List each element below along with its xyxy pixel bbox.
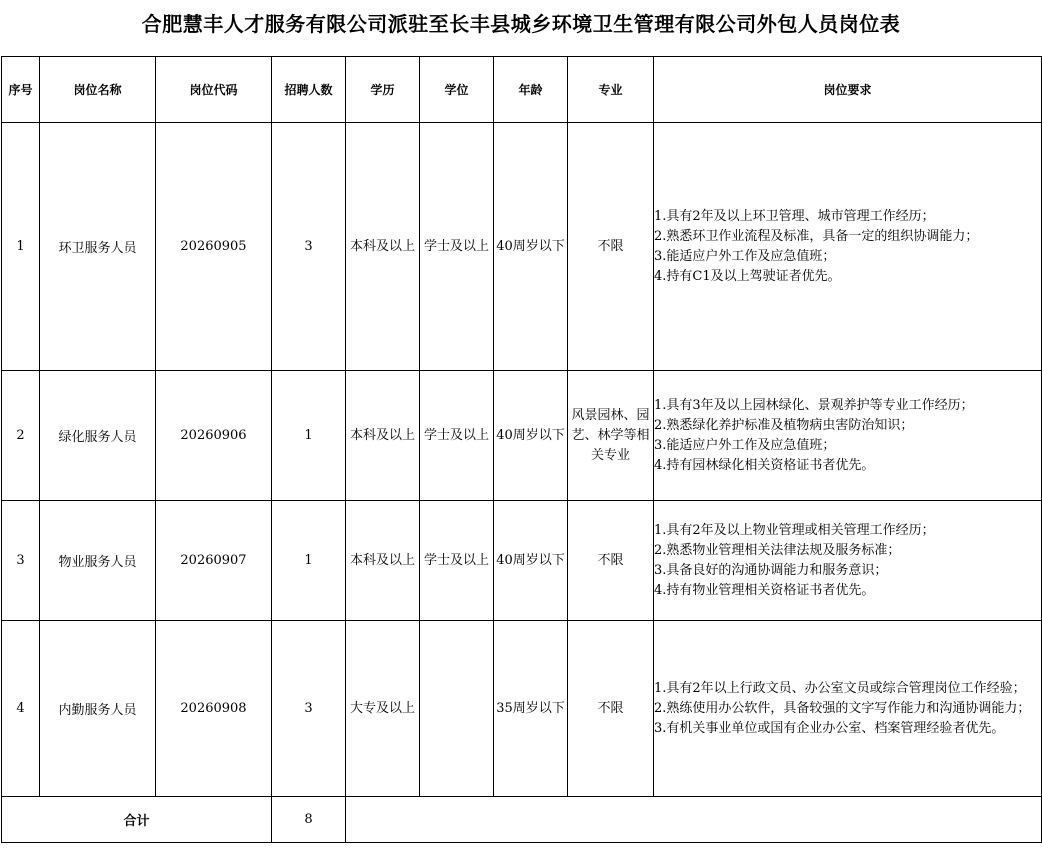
- position-code: 20260905: [156, 123, 272, 371]
- requirements: [654, 123, 1042, 371]
- table-row: [2, 621, 1042, 797]
- table-row: [2, 501, 1042, 621]
- positions-table: [1, 56, 1042, 843]
- requirements: [654, 501, 1042, 621]
- requirement-item: 3.有机关事业单位或国有企业办公室、档案管理经验者优先。: [654, 720, 1005, 736]
- requirement-item: 2.熟悉绿化养护标准及植物病虫害防治知识；: [654, 417, 914, 433]
- education: 本科及以上: [346, 371, 420, 501]
- requirement-item: 1.具有2年以上行政文员、办公室文员或综合管理岗位工作经验；: [654, 680, 1026, 696]
- row-index: 4: [2, 621, 40, 797]
- row-index: 1: [2, 123, 40, 371]
- education: 本科及以上: [346, 123, 420, 371]
- degree: 学士及以上: [420, 501, 494, 621]
- requirement-item: 2.熟悉环卫作业流程及标准，具备一定的组织协调能力；: [654, 228, 979, 244]
- requirement-list: [654, 521, 1041, 601]
- row-index: 2: [2, 371, 40, 501]
- total-row: [2, 797, 1042, 843]
- row-index: 3: [2, 501, 40, 621]
- header-requirements: 岗位要求: [654, 57, 1042, 123]
- table-row: [2, 371, 1042, 501]
- position-code: 20260907: [156, 501, 272, 621]
- position-code: 20260908: [156, 621, 272, 797]
- requirement-item: 1.具有2年及以上物业管理或相关管理工作经历；: [654, 522, 935, 538]
- header-age: 年龄: [494, 57, 568, 123]
- requirement-item: 3.能适应户外工作及应急值班；: [654, 437, 836, 453]
- total-label: 合计: [2, 797, 272, 843]
- age: 40周岁以下: [494, 501, 568, 621]
- headcount: 3: [272, 123, 346, 371]
- table-header-row: [2, 57, 1042, 123]
- requirement-item: 4.持有C1及以上驾驶证者优先。: [654, 268, 841, 284]
- age: 35周岁以下: [494, 621, 568, 797]
- requirement-item: 4.持有园林绿化相关资格证书者优先。: [654, 457, 875, 473]
- headcount: 1: [272, 501, 346, 621]
- position-name: 内勤服务人员: [40, 621, 156, 797]
- education: 大专及以上: [346, 621, 420, 797]
- degree: 学士及以上: [420, 371, 494, 501]
- requirement-item: 2.熟悉物业管理相关法律法规及服务标准；: [654, 542, 901, 558]
- header-degree: 学位: [420, 57, 494, 123]
- major: 风景园林、园艺、林学等相关专业: [568, 371, 654, 501]
- requirements: [654, 371, 1042, 501]
- header-headcount: 招聘人数: [272, 57, 346, 123]
- age: 40周岁以下: [494, 123, 568, 371]
- headcount: 3: [272, 621, 346, 797]
- requirement-list: [654, 679, 1041, 739]
- requirement-item: 3.能适应户外工作及应急值班；: [654, 248, 836, 264]
- requirement-item: 4.持有物业管理相关资格证书者优先。: [654, 582, 875, 598]
- header-index: 序号: [2, 57, 40, 123]
- education: 本科及以上: [346, 501, 420, 621]
- requirement-item: 2.熟练使用办公软件，具备较强的文字写作能力和沟通协调能力；: [654, 700, 1031, 716]
- requirement-item: 1.具有3年及以上园林绿化、景观养护等专业工作经历；: [654, 397, 974, 413]
- total-headcount: 8: [272, 797, 346, 843]
- header-major: 专业: [568, 57, 654, 123]
- position-name: 物业服务人员: [40, 501, 156, 621]
- requirement-item: 3.具备良好的沟通协调能力和服务意识；: [654, 562, 888, 578]
- page-title: 合肥慧丰人才服务有限公司派驻至长丰县城乡环境卫生管理有限公司外包人员岗位表: [141, 12, 901, 36]
- headcount: 1: [272, 371, 346, 501]
- major: 不限: [568, 621, 654, 797]
- requirements: [654, 621, 1042, 797]
- requirement-item: 1.具有2年及以上环卫管理、城市管理工作经历；: [654, 208, 935, 224]
- degree: 学士及以上: [420, 123, 494, 371]
- age: 40周岁以下: [494, 371, 568, 501]
- degree: [420, 621, 494, 797]
- header-education: 学历: [346, 57, 420, 123]
- position-code: 20260906: [156, 371, 272, 501]
- position-name: 环卫服务人员: [40, 123, 156, 371]
- table-row: [2, 123, 1042, 371]
- requirement-list: [654, 396, 1041, 476]
- requirement-list: [654, 207, 1041, 287]
- total-blank: [346, 797, 1042, 843]
- header-position-code: 岗位代码: [156, 57, 272, 123]
- major: 不限: [568, 501, 654, 621]
- header-position-name: 岗位名称: [40, 57, 156, 123]
- position-name: 绿化服务人员: [40, 371, 156, 501]
- major: 不限: [568, 123, 654, 371]
